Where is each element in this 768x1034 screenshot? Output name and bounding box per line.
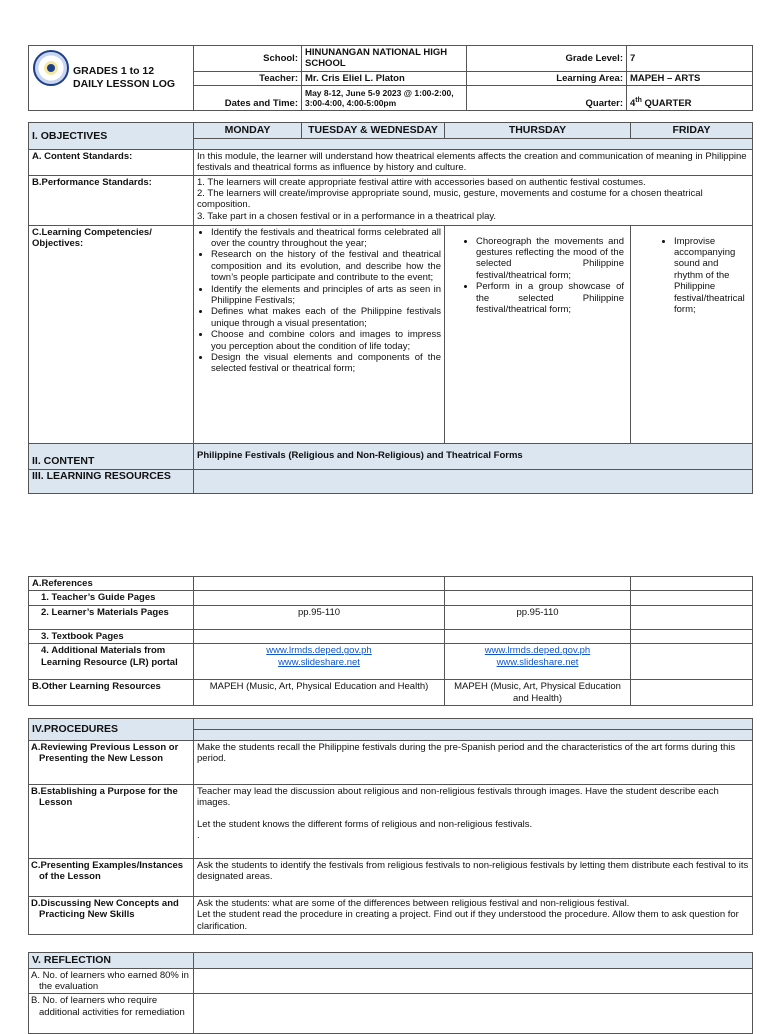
competency-item: • Choose and combine colors and images to impress you perception about the condition of life today; [211,329,441,352]
empty-cell [631,629,753,643]
empty-cell [631,577,753,591]
header-title-cell [29,46,194,111]
content-text: Philippine Festivals (Religious and Non-Religious) and Theatrical Forms [194,443,753,469]
grade-level-value: 7 [627,46,753,72]
learning-resources-heading: III. LEARNING RESOURCES [29,469,194,493]
competency-item: • Defines what makes each of the Philippine festivals unique through a visual presentation; [211,306,441,329]
empty-cell [631,644,753,680]
content-standards-text: In this module, the learner will understand how theatrical elements affects the creation and communication of meaning in Philippine festivals and theatrical forms as influence by history and culture. [194,149,753,175]
procedures-heading-spacer [194,730,753,741]
procedure-c-label: C.Presenting Examples/Instances of the Lesson [29,859,194,897]
textbook-pages-label: 3. Textbook Pages [29,629,194,643]
empty-cell [631,680,753,706]
reflection-a-value [194,968,753,994]
teachers-guide-label: 1. Teacher’s Guide Pages [29,591,194,605]
learners-materials-monday: pp.95-110 [194,605,445,629]
procedure-d-label: D.Discussing New Concepts and Practicing New Skills [29,897,194,935]
objectives-heading: I. OBJECTIVES [29,123,194,150]
empty-cell [445,591,631,605]
day-tuesday-wednesday: TUESDAY & WEDNESDAY [302,123,445,139]
competencies-monday [194,225,445,443]
day-monday: MONDAY [194,123,302,139]
performance-item-2: 2. The learners will create/improvise appropriate sound, music, gesture, movements and costume for a chosen theatrical composition. [197,187,703,211]
school-label: School: [194,46,302,72]
competency-item: • Design the visual elements and components of the selected festival or theatrical form; [211,352,441,375]
header-title-line2: DAILY LESSON LOG [73,78,176,91]
deped-seal-icon [33,50,69,86]
quarter-number: 4 [630,97,636,109]
procedure-d-para-1: Ask the students: what are some of the differences between religious festival and non-religious festival. [197,898,630,909]
empty-cell [194,629,445,643]
competency-item: • Research on the history of the festival and theatrical composition and its evolution, and describe how the town’s people participate and contribute to the event; [211,249,441,283]
dates-label: Dates and Time: [194,86,302,111]
grade-level-label: Grade Level: [467,46,627,72]
objectives-heading-spacer [194,138,753,149]
competency-item: • Identify the festivals and theatrical forms celebrated all over the country throughout the year; [211,227,441,250]
teacher-label: Teacher: [194,71,302,85]
learning-area-label: Learning Area: [467,71,627,85]
procedures-table [28,718,753,935]
empty-cell [194,591,445,605]
procedure-b-text [194,785,753,859]
competency-item: • Perform in a group showcase of the selected Philippine festival/theatrical form; [476,281,624,315]
objectives-table [28,122,753,494]
empty-cell [445,629,631,643]
additional-materials-thursday [445,644,631,680]
learners-materials-thursday: pp.95-110 [445,605,631,629]
additional-materials-monday [194,644,445,680]
content-standards-label: A. Content Standards: [29,149,194,175]
performance-item-3: 3. Take part in a chosen festival or in a performance in a theatrical play. [197,210,497,222]
competencies-thursday [445,225,631,443]
references-table [28,576,753,706]
reflection-heading-spacer [194,953,753,969]
day-thursday: THURSDAY [445,123,631,139]
procedure-b-para-3: . [197,830,200,842]
empty-cell [194,577,445,591]
reflection-b-value [194,994,753,1034]
competency-item: • Improvise accompanying sound and rhythm of the Philippine festival/theatrical form; [674,236,749,316]
references-label: A.References [29,577,194,591]
reflection-table [28,952,753,1034]
reflection-b-label: B. No. of learners who require additional activities for remediation [29,994,194,1034]
school-value: HINUNANGAN NATIONAL HIGH SCHOOL [302,46,467,72]
day-friday: FRIDAY [631,123,753,139]
other-resources-monday: MAPEH (Music, Art, Physical Education and Health) [194,680,445,706]
content-heading: II. CONTENT [29,443,194,469]
slideshare-link[interactable]: www.slideshare.net [278,656,360,668]
competency-item: • Choreograph the movements and gestures reflecting the mood of the selected Philippine festival/theatrical form; [476,236,624,282]
procedure-b-para-1: Teacher may lead the discussion about religious and non-religious festivals through images. Have the student describe each images. [197,786,719,809]
reflection-heading: V. REFLECTION [29,953,194,969]
learners-materials-label: 2. Learner’s Materials Pages [29,605,194,629]
procedures-heading-spacer [194,719,753,730]
procedures-heading: IV.PROCEDURES [29,719,194,741]
other-resources-label: B.Other Learning Resources [29,680,194,706]
competencies-label: C.Learning Competencies/ Objectives: [29,225,194,443]
slideshare-link[interactable]: www.slideshare.net [496,656,579,668]
performance-standards-label: B.Performance Standards: [29,175,194,225]
learning-resources-spacer [194,469,753,493]
procedure-b-label: B.Establishing a Purpose for the Lesson [29,785,194,859]
performance-standards-text [194,175,753,225]
quarter-value [627,86,753,111]
competency-item: • Identify the elements and principles of arts as seen in Philippine Festivals; [211,284,441,307]
quarter-label: Quarter: [467,86,627,111]
procedure-d-text [194,897,753,935]
procedure-d-para-2: Let the student read the procedure in creating a project. Find out if they understood the procedure. Allow them to ask question for clarification. [197,909,739,932]
header-title-line1: GRADES 1 to 12 [73,65,155,78]
empty-cell [445,577,631,591]
header-table [28,45,753,111]
additional-materials-label: 4. Additional Materials from Learning Resource (LR) portal [29,644,194,680]
empty-cell [631,591,753,605]
procedure-c-text: Ask the students to identify the festivals from religious festivals to non-religious festivals by letting them distribute each festival to its designated areas. [194,859,753,897]
performance-item-1: 1. The learners will create appropriate festival attire with accessories based on authentic festival costumes. [197,176,646,188]
learning-area-value: MAPEH – ARTS [627,71,753,85]
empty-cell [631,605,753,629]
teacher-value: Mr. Cris Eliel L. Platon [302,71,467,85]
competencies-friday [631,225,753,443]
quarter-suffix: th [635,96,642,104]
procedure-b-para-2: Let the student knows the different forms of religious and non-religious festivals. [197,818,533,830]
lrmds-link[interactable]: www.lrmds.deped.gov.ph [266,645,372,657]
dates-value: May 8-12, June 5-9 2023 @ 1:00-2:00, 3:00-4:00, 4:00-5:00pm [302,86,467,111]
other-resources-thursday: MAPEH (Music, Art, Physical Education and Health) [445,680,631,706]
procedure-a-text: Make the students recall the Philippine festivals during the pre-Spanish period and the characteristics of the art forms during this period. [194,741,753,785]
reflection-a-label: A. No. of learners who earned 80% in the evaluation [29,968,194,994]
quarter-word: QUARTER [641,97,692,109]
procedure-a-label: A.Reviewing Previous Lesson or Presenting the New Lesson [29,741,194,785]
lrmds-link[interactable]: www.lrmds.deped.gov.ph [484,645,591,657]
